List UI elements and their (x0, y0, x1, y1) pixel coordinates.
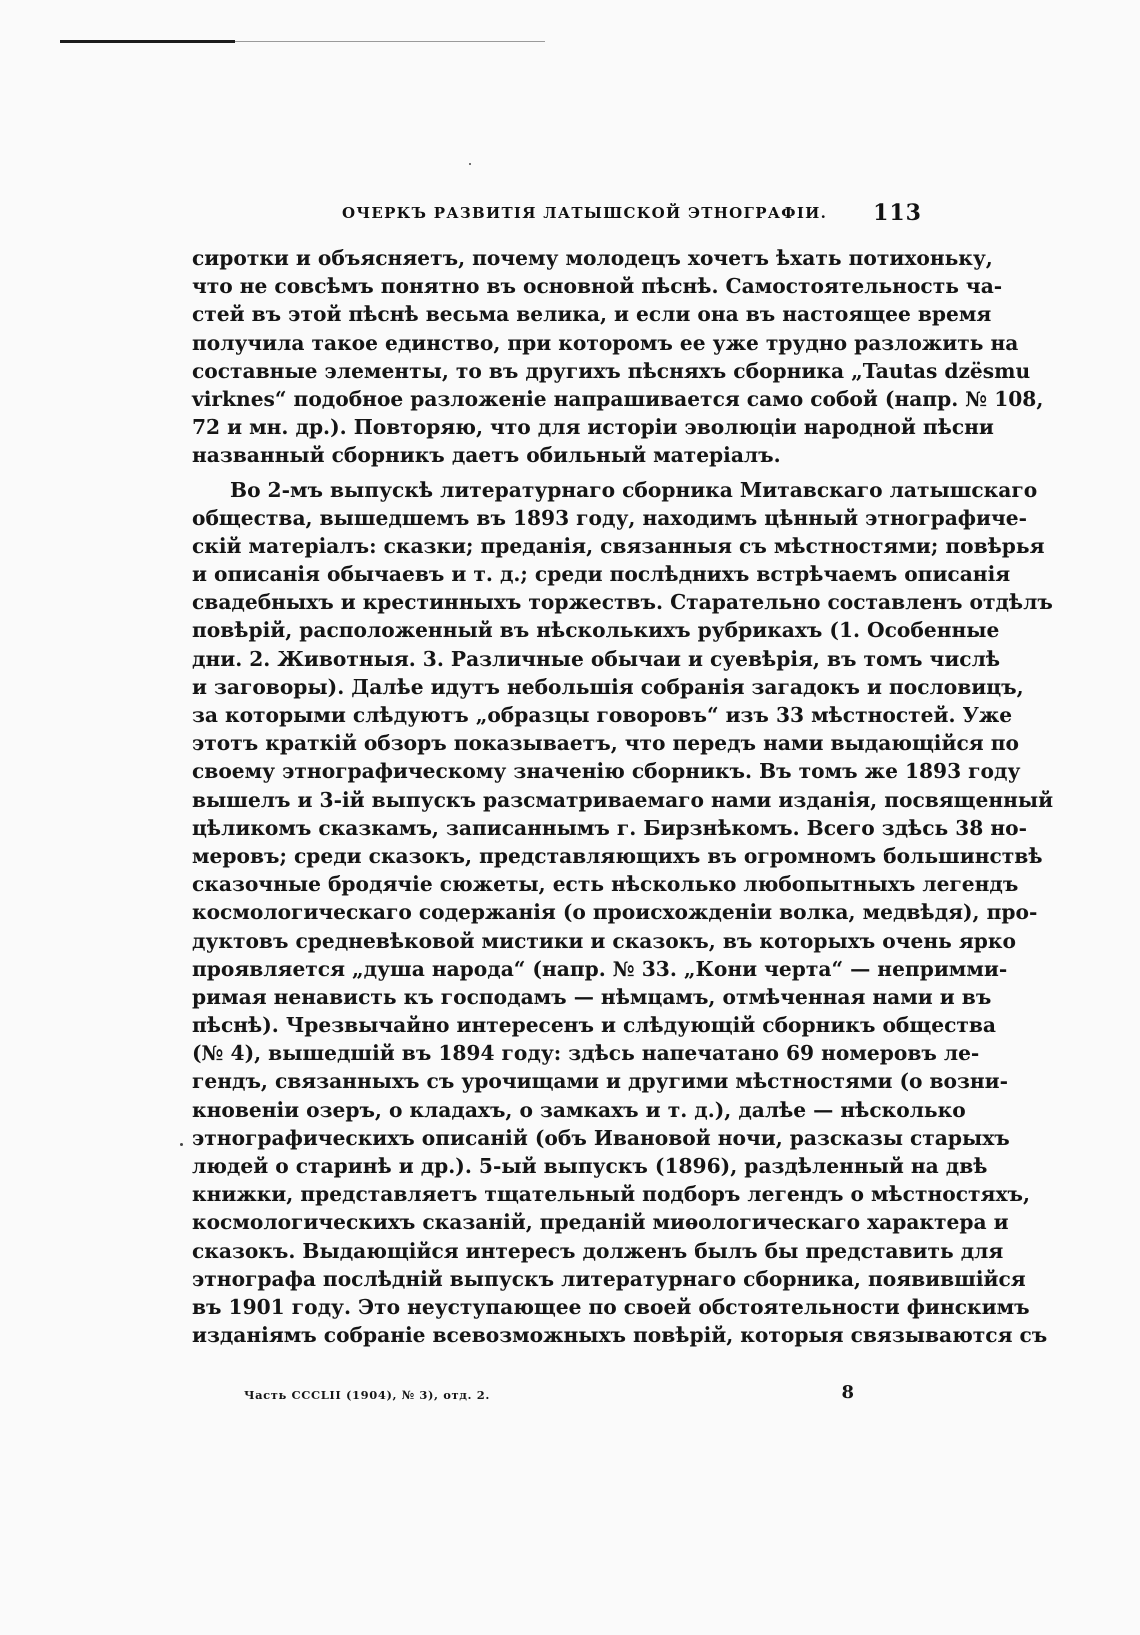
printer-signature: Часть CCCLII (1904), № 3), отд. 2. (244, 1388, 490, 1402)
text-line: въ 1901 году. Это неуступающее по своей обстоятельности финскимъ (192, 1294, 1030, 1319)
text-line: составные элементы, то въ другихъ пѣсняхъ сборника „Tautas dzësmu (192, 358, 1031, 383)
text-line: меровъ; среди сказокъ, представляющихъ въ огромномъ большинствѣ (192, 843, 1043, 868)
text-line: пѣснѣ). Чрезвычайно интересенъ и слѣдующій сборникъ общества (192, 1013, 996, 1038)
text-line: космологическаго содержанія (о происхожденіи волка, медвѣдя), про- (192, 900, 1038, 925)
text-line: и описанія обычаевъ и т. д.; среди послѣднихъ встрѣчаемъ описанія (192, 562, 1011, 587)
text-line: стей въ этой пѣснѣ весьма велика, и если она въ настоящее время (192, 302, 992, 327)
text-line: космологическихъ сказаній, преданій миѳологическаго характера и (192, 1210, 1009, 1235)
scan-edge-rule (60, 40, 235, 43)
text-line: вышелъ и 3-ій выпускъ разсматриваемаго нами изданія, посвященный (192, 787, 1054, 812)
text-line: названный сборникъ даетъ обильный матеріалъ. (192, 443, 781, 468)
text-line: кновеніи озеръ, о кладахъ, о замкахъ и т. д.), далѣе — нѣсколько (192, 1097, 966, 1122)
text-line: что не совсѣмъ понятно въ основной пѣснѣ. Самостоятельность ча- (192, 274, 1003, 299)
text-line: этнографическихъ описаній (объ Ивановой ночи, разсказы старыхъ (192, 1125, 1010, 1150)
text-line: сказочные бродячіе сюжеты, есть нѣсколько любопытныхъ легендъ (192, 872, 1019, 897)
text-line: (№ 4), вышедшій въ 1894 году: здѣсь напечатано 69 номеровъ ле- (192, 1041, 980, 1066)
text-line: этотъ краткій обзоръ показываетъ, что передъ нами выдающійся по (192, 731, 1019, 756)
paragraph-first-line: Во 2-мъ выпускѣ литературнаго сборника Митавскаго латышскаго (230, 477, 1038, 502)
text-line: сказокъ. Выдающійся интересъ долженъ былъ бы представить для (192, 1238, 1004, 1263)
text-line: проявляется „душа народа“ (напр. № 33. „Кони черта“ — непримми- (192, 956, 1008, 981)
text-line: сиротки и объясняетъ, почему молодецъ хочетъ ѣхать потихоньку, (192, 246, 993, 270)
text-line: свадебныхъ и крестинныхъ торжествъ. Старательно составленъ отдѣлъ (192, 590, 1053, 615)
text-line: римая ненависть къ господамъ — нѣмцамъ, отмѣченная нами и въ (192, 984, 992, 1009)
text-line: дуктовъ средневѣковой мистики и сказокъ, въ которыхъ очень ярко (192, 928, 1016, 953)
text-line: общества, вышедшемъ въ 1893 году, находимъ цѣнный этнографиче- (192, 505, 1027, 530)
text-line: повѣрій, расположенный въ нѣсколькихъ рубрикахъ (1. Особенные (192, 618, 1000, 643)
scan-speck (180, 1143, 183, 1146)
text-line: гендъ, связанныхъ съ урочищами и другими мѣстностями (о возни- (192, 1069, 1008, 1094)
text-line: virknes“ подобное разложеніе напрашивается само собой (напр. № 108, (192, 386, 1044, 411)
scan-speck (469, 163, 471, 165)
sheet-number: 8 (841, 1382, 854, 1403)
text-line: изданіямъ собраніе всевозможныхъ повѣрій, которыя связываются съ (192, 1323, 1048, 1348)
text-line: своему этнографическому значенію сборникъ. Въ томъ же 1893 году (192, 759, 1021, 784)
text-line: цѣликомъ сказкамъ, записаннымъ г. Бирзнѣкомъ. Всего здѣсь 38 но- (192, 815, 1028, 840)
text-line: этнографа послѣдній выпускъ литературнаго сборника, появившійся (192, 1266, 1026, 1291)
text-line: людей о старинѣ и др.). 5-ый выпускъ (1896), раздѣленный на двѣ (192, 1154, 988, 1178)
text-line: получила такое единство, при которомъ ее уже трудно разложить на (192, 330, 1019, 355)
text-line: 72 и мн. др.). Повторяю, что для исторіи эволюціи народной пѣсни (192, 415, 994, 440)
page-number: 113 (873, 200, 922, 226)
running-title: ОЧЕРКЪ РАЗВИТІЯ ЛАТЫШСКОЙ ЭТНОГРАФІИ. (342, 204, 828, 222)
body-text (192, 244, 1054, 1349)
text-line: дни. 2. Животныя. 3. Различные обычаи и суевѣрія, въ томъ числѣ (192, 646, 1001, 671)
text-line: за которыми слѣдуютъ „образцы говоровъ“ изъ 33 мѣстностей. Уже (192, 703, 1013, 727)
text-line: и заговоры). Далѣе идутъ небольшія собранія загадокъ и пословицъ, (192, 674, 1024, 699)
text-line: скій матеріалъ: сказки; преданія, связанныя съ мѣстностями; повѣрья (192, 533, 1045, 558)
text-line: книжки, представляетъ тщательный подборъ легендъ о мѣстностяхъ, (192, 1182, 1030, 1207)
scan-edge-rule-faint (235, 41, 545, 42)
